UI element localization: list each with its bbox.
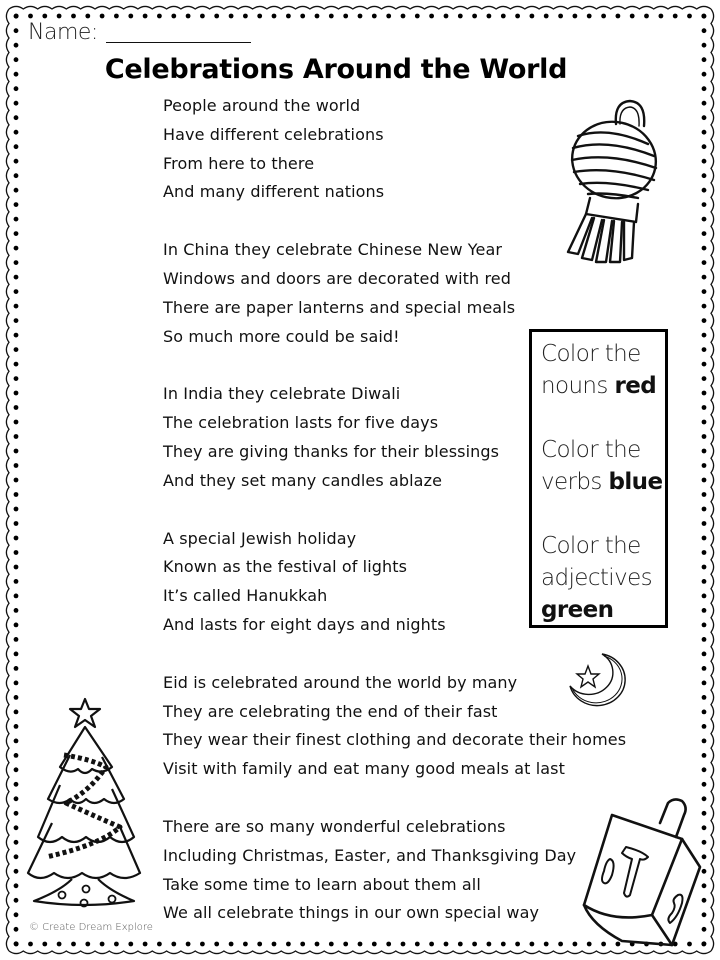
dreidel-icon [582, 795, 712, 955]
poem-line: In India they celebrate Diwali [163, 384, 401, 404]
instruction-prefix: Color the [541, 437, 641, 463]
instruction-color: red [614, 373, 657, 399]
christmas-tree-icon [20, 695, 150, 920]
stanza-5 [163, 669, 626, 784]
poem-line: A special Jewish holiday [163, 528, 357, 548]
instruction-word-type: nouns [541, 373, 608, 399]
poem-line: The celebration lasts for five days [163, 413, 439, 433]
page-title: Celebrations Around the World [104, 54, 568, 85]
instruction-nouns [541, 338, 665, 402]
crescent-moon-star-icon [566, 650, 636, 710]
poem-line: So much more could be said! [163, 326, 400, 346]
poem-line: Eid is celebrated around the world by many [163, 672, 518, 692]
instruction-color: green [541, 597, 614, 623]
instruction-adjectives [541, 530, 665, 626]
instruction-verbs [541, 434, 665, 498]
poem-line: We all celebrate things in our own special way [163, 903, 540, 923]
poem-line: People around the world [163, 96, 361, 115]
copyright-text: © Create Dream Explore [29, 922, 153, 933]
name-input-line[interactable] [106, 41, 251, 43]
poem-line: They are celebrating the end of their fast [163, 701, 498, 721]
poem-line: And many different nations [163, 182, 385, 202]
poem-line: They are giving thanks for their blessings [163, 441, 500, 461]
poem-line: And lasts for eight days and nights [163, 614, 446, 634]
instruction-word-type: adjectives [541, 565, 653, 591]
poem-line: There are paper lanterns and special meals [163, 297, 516, 317]
poem-line: Including Christmas, Easter, and Thanksgiving Day [163, 845, 577, 865]
poem-line: Windows and doors are decorated with red [163, 268, 511, 288]
name-label: Name: [28, 20, 98, 45]
instruction-prefix: Color the [541, 341, 641, 367]
instruction-prefix: Color the [541, 533, 641, 559]
poem-line: And they set many candles ablaze [163, 470, 443, 490]
poem-line: There are so many wonderful celebrations [163, 816, 506, 836]
poem-line: Known as the festival of lights [163, 557, 408, 577]
poem-line: Take some time to learn about them all [163, 874, 481, 894]
chinese-lantern-icon [548, 96, 678, 266]
poem-line: Visit with family and eat many good meals at last [163, 759, 565, 779]
stanza-6 [163, 813, 626, 928]
instruction-word-type: verbs [541, 469, 602, 495]
poem-line: In China they celebrate Chinese New Year [163, 240, 503, 260]
poem-line: From here to there [163, 153, 315, 173]
poem-line: They wear their finest clothing and decorate their homes [163, 730, 627, 750]
instructions-box [529, 329, 668, 628]
poem-line: It’s called Hanukkah [163, 586, 328, 606]
instruction-color: blue [608, 469, 663, 495]
name-field-row [28, 16, 251, 46]
poem-line: Have different celebrations [163, 124, 384, 144]
